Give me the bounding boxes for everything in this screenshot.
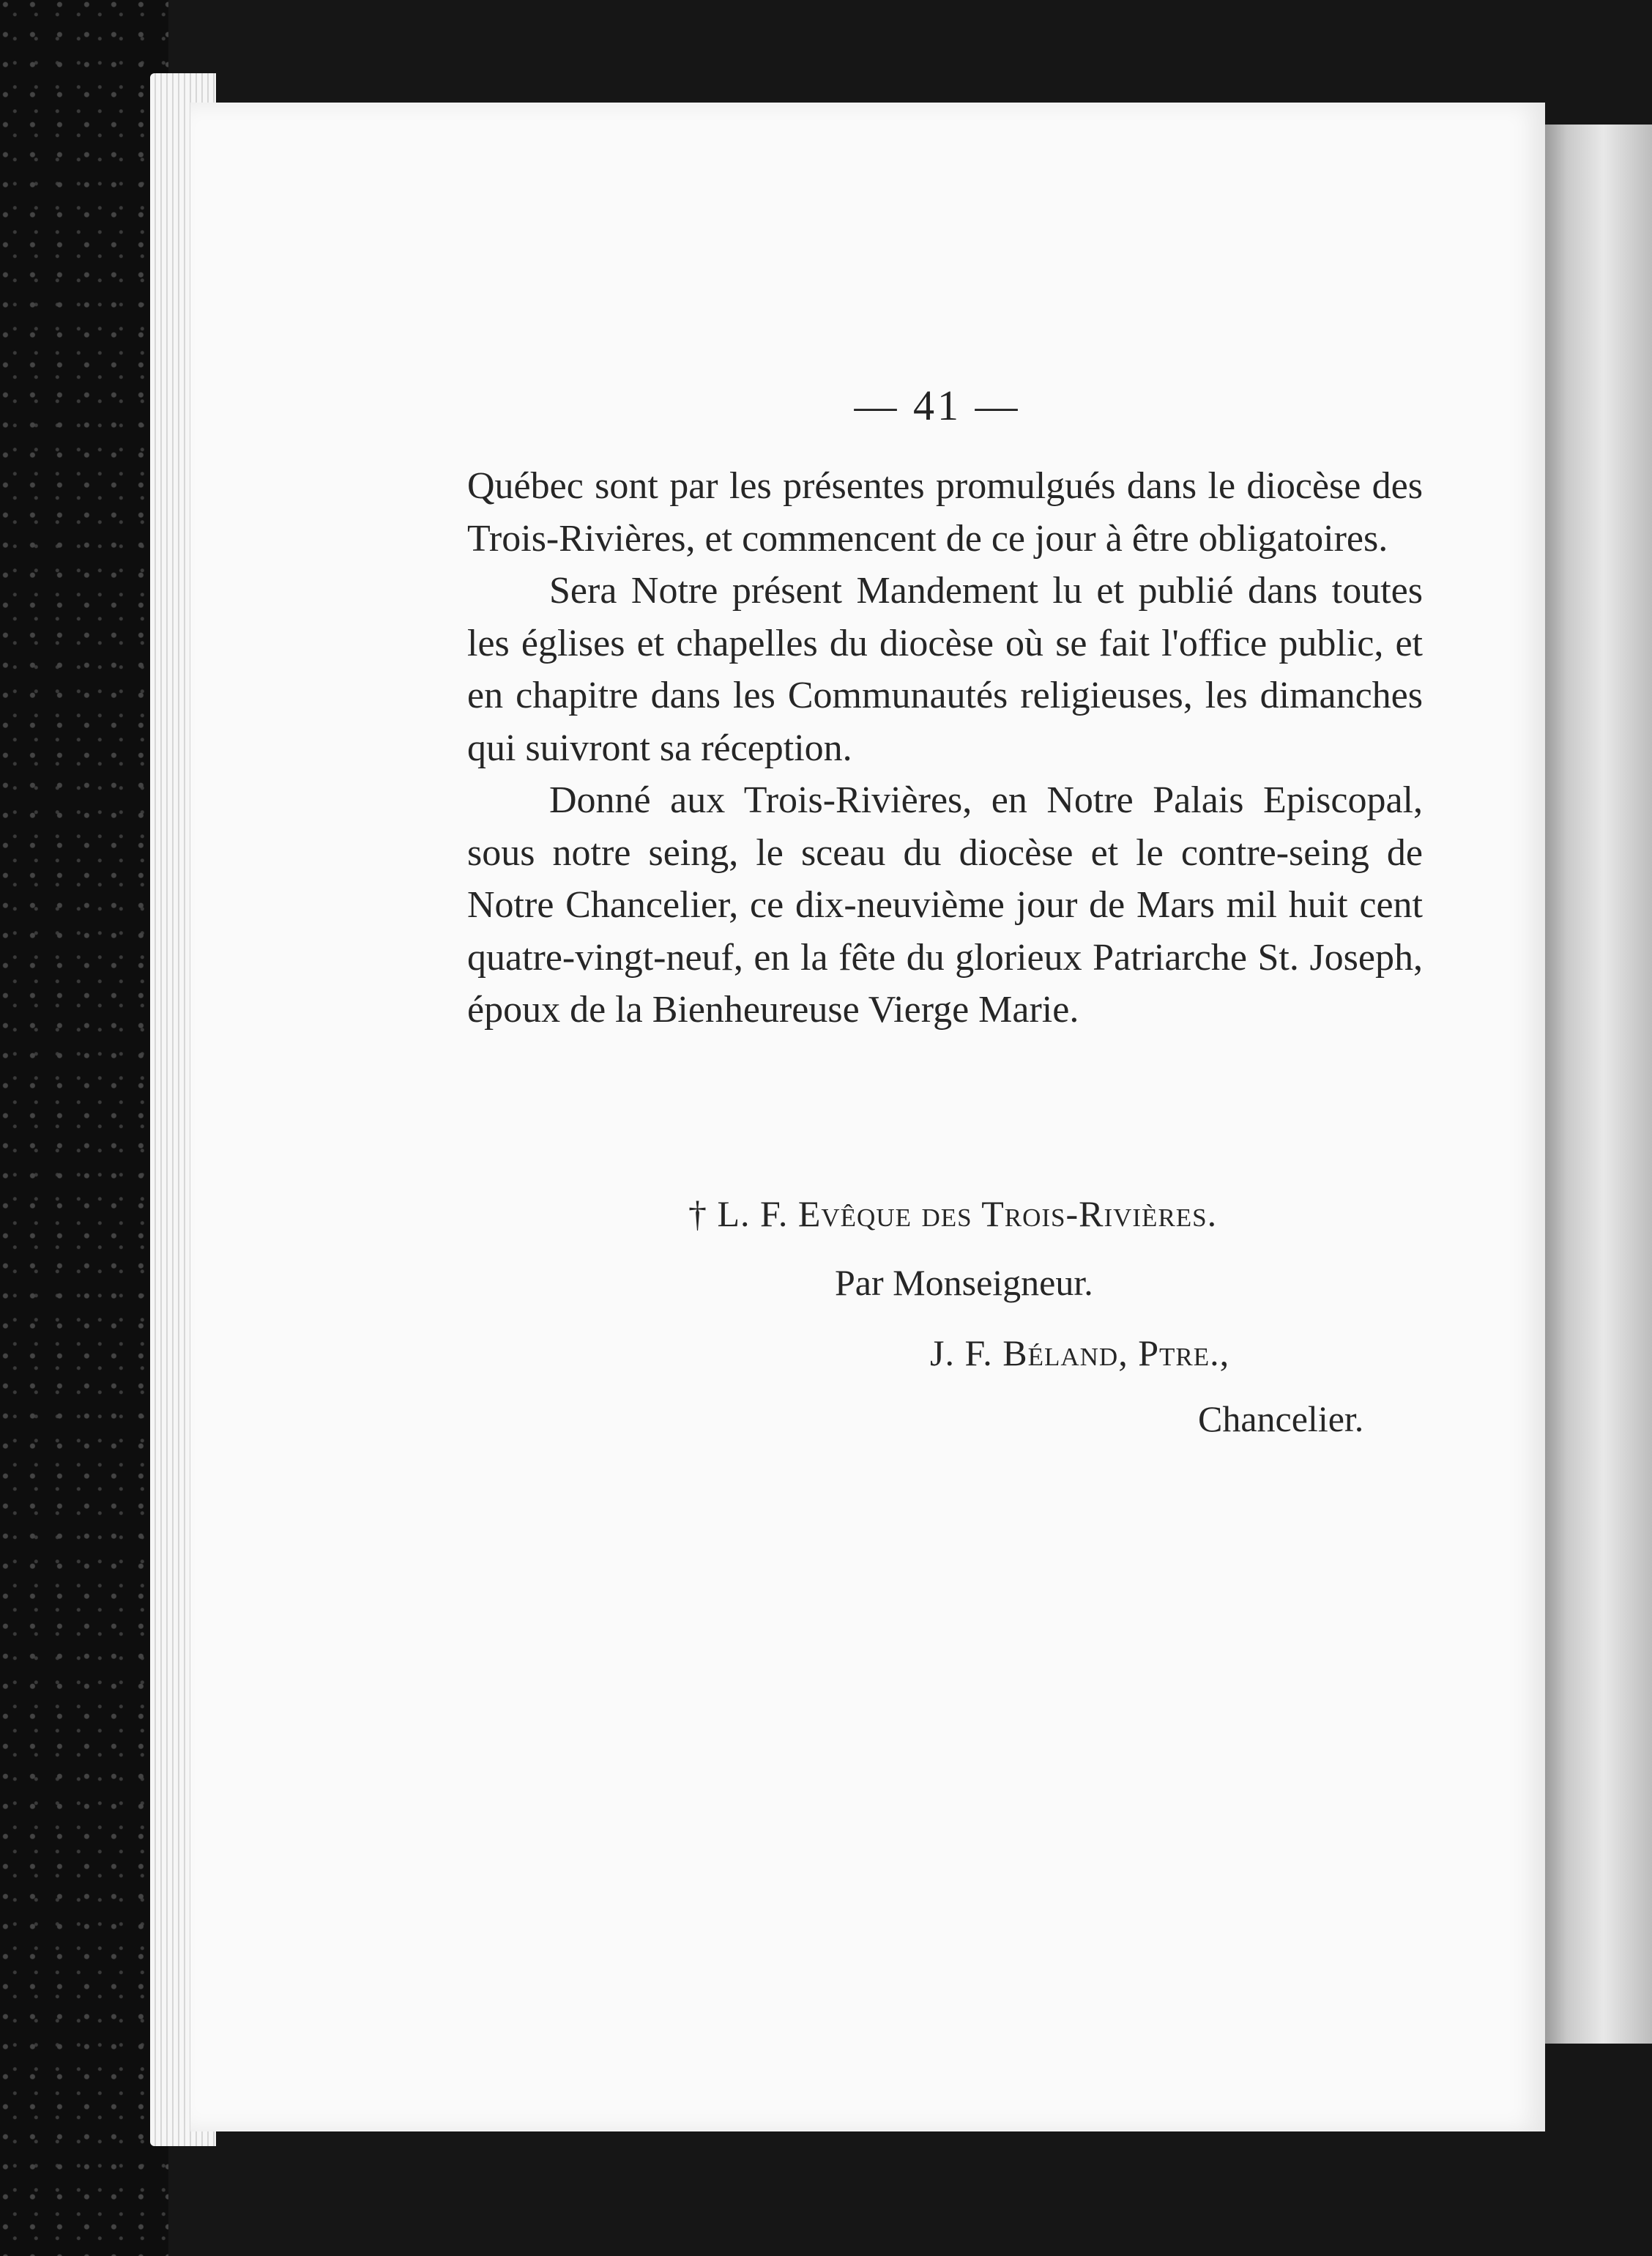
paragraph: Donné aux Trois-Rivières, en Notre Palais Episcopal, sous notre seing, le sceau du diocèse et le contre-seing de Notre Chancelier, ce dix-neuvième jour de Mars mil huit cent quatre-vingt-neuf, en la fête du glorieux Patriarche St. Joseph, époux de la Bienheureuse Vierge Marie. xyxy=(467,779,1423,1031)
chancellor-signature: J. F. Béland, Ptre., xyxy=(930,1332,1230,1373)
chancellor-title: Chancelier. xyxy=(1198,1398,1364,1439)
page-number: — 41 — xyxy=(854,382,1021,429)
bishop-signature: † L. F. Evêque des Trois-Rivières. xyxy=(688,1193,1218,1234)
paragraph: Sera Notre présent Mandement lu et publié dans toutes les églises et chapelles du diocèse où se fait l'office public, et en chapitre dans les Communautés religieuses, les dimanches qui suivront sa réception. xyxy=(467,570,1423,769)
book-binding-edge xyxy=(0,0,168,2256)
body-text xyxy=(467,460,1423,1036)
paragraph: Québec sont par les présentes promulgués dans le diocèse des Trois-Rivières, et commencent de ce jour à être obligatoires. xyxy=(467,465,1423,560)
page-stack-right xyxy=(1530,125,1652,2044)
par-monseigneur-line: Par Monseigneur. xyxy=(835,1262,1093,1303)
